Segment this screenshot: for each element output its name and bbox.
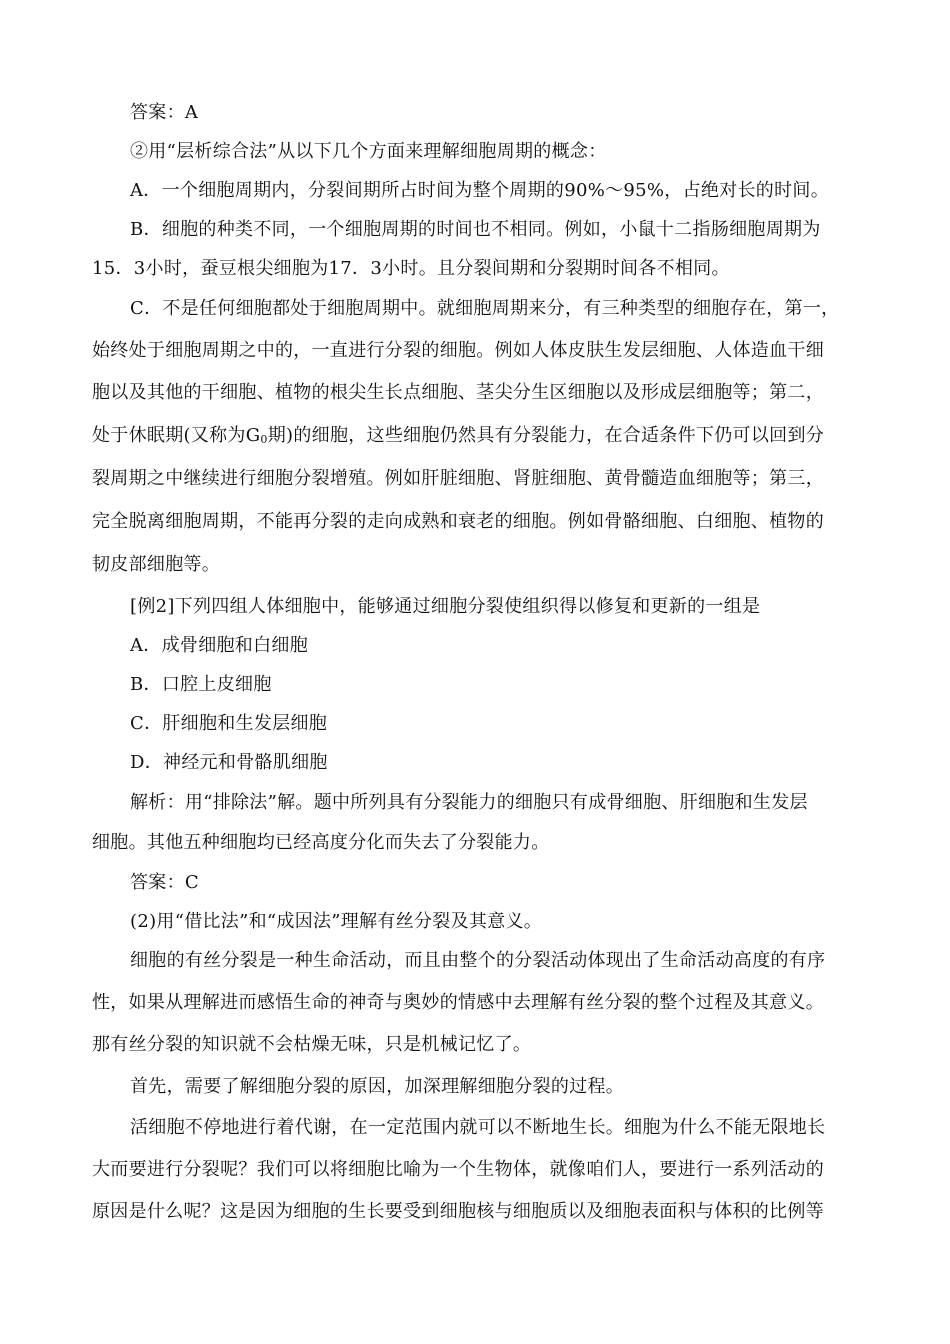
text-line-16: C．肝细胞和生发层细胞 <box>130 713 328 734</box>
text-line-10: 裂周期之中继续进行细胞分裂增殖。例如肝脏细胞、肾脏细胞、黄骨髓造血细胞等；第三， <box>92 468 824 489</box>
text-line-11: 完全脱离细胞周期，不能再分裂的走向成熟和衰老的细胞。例如骨骼细胞、白细胞、植物的 <box>92 511 824 532</box>
text-line-12: 韧皮部细胞等。 <box>92 554 221 575</box>
text-line-5: 15．3小时，蚕豆根尖细胞为17．3小时。且分裂间期和分裂期时间各不相同。 <box>92 258 730 279</box>
text-line-2: ②用“层析综合法”从以下几个方面来理解细胞周期的概念： <box>130 141 607 162</box>
text-line-13: [例2]下列四组人体细胞中，能够通过细胞分裂使组织得以修复和更新的一组是 <box>130 596 761 617</box>
text-line-7: 始终处于细胞周期之中的，一直进行分裂的细胞。例如人体皮肤生发层细胞、人体造血干细 <box>92 340 824 361</box>
text-line-28: 原因是什么呢？这是因为细胞的生长要受到细胞核与细胞质以及细胞表面积与体积的比例等 <box>92 1201 824 1222</box>
text-line-25: 首先，需要了解细胞分裂的原因，加深理解细胞分裂的过程。 <box>130 1076 625 1097</box>
text-line-24: 那有丝分裂的知识就不会枯燥无味，只是机械记忆了。 <box>92 1034 532 1055</box>
g-zero-subscript: 0 <box>260 433 268 446</box>
text-line-27: 大而要进行分裂呢？我们可以将细胞比喻为一个生物体，就像咱们人，要进行一系列活动的 <box>92 1159 824 1180</box>
text-line-9-pre: 处于休眠期(又称为G <box>92 425 261 446</box>
text-line-17: D．神经元和骨骼肌细胞 <box>130 752 328 773</box>
text-line-21: (2)用“借比法”和“成因法”理解有丝分裂及其意义。 <box>130 911 543 932</box>
text-line-18: 解析：用“排除法”解。题中所列具有分裂能力的细胞只有成骨细胞、肝细胞和生发层 <box>130 792 808 813</box>
text-line-1: 答案：A <box>130 102 199 123</box>
text-line-6: C．不是任何细胞都处于细胞周期中。就细胞周期来分，有三种类型的细胞存在，第一， <box>130 298 840 319</box>
text-line-9 <box>92 425 824 447</box>
text-line-26: 活细胞不停地进行着代谢，在一定范围内就可以不断地生长。细胞为什么不能无限地长 <box>130 1117 826 1138</box>
text-line-3: A．一个细胞周期内，分裂间期所占时间为整个周期的90%～95%，占绝对长的时间。 <box>130 180 830 201</box>
text-line-14: A．成骨细胞和白细胞 <box>130 635 308 656</box>
text-line-15: B．口腔上皮细胞 <box>130 674 272 695</box>
text-line-22: 细胞的有丝分裂是一种生命活动，而且由整个的分裂活动体现出了生命活动高度的有序 <box>130 950 826 971</box>
text-line-23: 性，如果从理解进而感悟生命的神奇与奥妙的情感中去理解有丝分裂的整个过程及其意义。 <box>92 992 824 1013</box>
text-line-19: 细胞。其他五种细胞均已经高度分化而失去了分裂能力。 <box>92 832 550 853</box>
text-line-20: 答案：C <box>130 872 199 893</box>
text-line-8: 胞以及其他的干细胞、植物的根尖生长点细胞、茎尖分生区细胞以及形成层细胞等；第二， <box>92 382 824 403</box>
text-line-4: B．细胞的种类不同，一个细胞周期的时间也不相同。例如，小鼠十二指肠细胞周期为 <box>130 219 821 240</box>
text-line-9-post: 期)的细胞，这些细胞仍然具有分裂能力，在合适条件下仍可以回到分 <box>267 425 825 446</box>
